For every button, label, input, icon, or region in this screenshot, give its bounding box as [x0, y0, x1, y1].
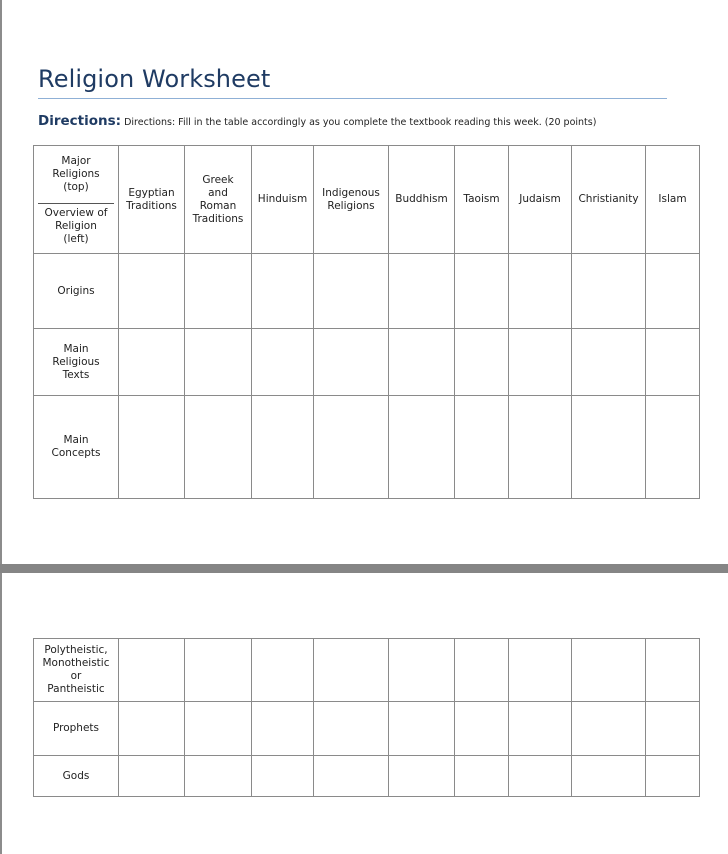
- table-cell[interactable]: [119, 254, 185, 329]
- table-cell[interactable]: [646, 329, 700, 396]
- table-row: [34, 329, 700, 396]
- table-cell[interactable]: [185, 329, 252, 396]
- table-cell[interactable]: [646, 254, 700, 329]
- table-cell[interactable]: [455, 329, 509, 396]
- row-header-theism-type: Polytheistic, Monotheistic or Pantheistic: [34, 639, 119, 702]
- table-cell[interactable]: [389, 254, 455, 329]
- page-separator: [0, 564, 728, 573]
- column-header-christianity: Christianity: [572, 146, 646, 254]
- column-header-judaism: Judaism: [509, 146, 572, 254]
- table-cell[interactable]: [119, 329, 185, 396]
- table-cell[interactable]: [455, 756, 509, 797]
- column-header-taoism: Taoism: [455, 146, 509, 254]
- table-cell[interactable]: [572, 254, 646, 329]
- row-header-main-concepts: Main Concepts: [34, 396, 119, 499]
- table-cell[interactable]: [314, 329, 389, 396]
- table-cell[interactable]: [185, 702, 252, 756]
- table-cell[interactable]: [646, 396, 700, 499]
- table-cell[interactable]: [509, 639, 572, 702]
- column-header-islam: Islam: [646, 146, 700, 254]
- table-cell[interactable]: [119, 756, 185, 797]
- table-cell[interactable]: [252, 639, 314, 702]
- table-cell[interactable]: [119, 702, 185, 756]
- table-cell[interactable]: [389, 702, 455, 756]
- corner-bottom-label: Overview of Religion (left): [44, 207, 108, 245]
- table-cell[interactable]: [119, 639, 185, 702]
- title-underline: [38, 98, 667, 99]
- row-header-main-texts: Main Religious Texts: [34, 329, 119, 396]
- table-cell[interactable]: [252, 702, 314, 756]
- directions-text: Directions: Fill in the table accordingly as you complete the textbook reading this week. (20 points): [124, 117, 597, 128]
- table-cell[interactable]: [314, 702, 389, 756]
- column-header-hinduism: Hinduism: [252, 146, 314, 254]
- column-header-greek-roman: Greek and Roman Traditions: [185, 146, 252, 254]
- table-cell[interactable]: [646, 702, 700, 756]
- column-header-indigenous: Indigenous Religions: [314, 146, 389, 254]
- table-cell[interactable]: [119, 396, 185, 499]
- page-title: Religion Worksheet: [38, 65, 271, 93]
- table-cell[interactable]: [389, 756, 455, 797]
- worksheet-table-part-1: [33, 145, 700, 499]
- row-header-prophets: Prophets: [34, 702, 119, 756]
- table-cell[interactable]: [185, 756, 252, 797]
- column-header-egyptian: Egyptian Traditions: [119, 146, 185, 254]
- table-cell[interactable]: [455, 396, 509, 499]
- row-header-origins: Origins: [34, 254, 119, 329]
- table-cell[interactable]: [252, 254, 314, 329]
- table-cell[interactable]: [572, 639, 646, 702]
- table-cell[interactable]: [572, 756, 646, 797]
- table-cell[interactable]: [252, 396, 314, 499]
- header-row: [34, 146, 700, 254]
- table-row: [34, 702, 700, 756]
- table-cell[interactable]: [646, 756, 700, 797]
- table-cell[interactable]: [646, 639, 700, 702]
- table-cell[interactable]: [314, 254, 389, 329]
- table-cell[interactable]: [509, 756, 572, 797]
- table-cell[interactable]: [314, 756, 389, 797]
- table-cell[interactable]: [572, 702, 646, 756]
- table-cell[interactable]: [509, 702, 572, 756]
- table-cell[interactable]: [389, 396, 455, 499]
- worksheet-table-part-2: [33, 638, 700, 797]
- table-cell[interactable]: [185, 396, 252, 499]
- column-header-buddhism: Buddhism: [389, 146, 455, 254]
- table-cell[interactable]: [455, 702, 509, 756]
- corner-top-label: Major Religions (top): [52, 155, 100, 193]
- table-cell[interactable]: [389, 329, 455, 396]
- directions: [38, 113, 596, 129]
- table-cell[interactable]: [455, 254, 509, 329]
- table-row: [34, 396, 700, 499]
- table-cell[interactable]: [572, 396, 646, 499]
- table-cell[interactable]: [314, 639, 389, 702]
- table-cell[interactable]: [572, 329, 646, 396]
- table-cell[interactable]: [185, 639, 252, 702]
- table-row: [34, 756, 700, 797]
- table-cell[interactable]: [509, 329, 572, 396]
- table-row: [34, 254, 700, 329]
- table-cell[interactable]: [252, 329, 314, 396]
- row-header-gods: Gods: [34, 756, 119, 797]
- corner-header-cell: [34, 146, 119, 254]
- table-cell[interactable]: [509, 396, 572, 499]
- directions-lead: Directions:: [38, 113, 122, 129]
- table-cell[interactable]: [314, 396, 389, 499]
- table-row: [34, 639, 700, 702]
- table-cell[interactable]: [389, 639, 455, 702]
- table-cell[interactable]: [185, 254, 252, 329]
- table-cell[interactable]: [252, 756, 314, 797]
- table-cell[interactable]: [455, 639, 509, 702]
- table-cell[interactable]: [509, 254, 572, 329]
